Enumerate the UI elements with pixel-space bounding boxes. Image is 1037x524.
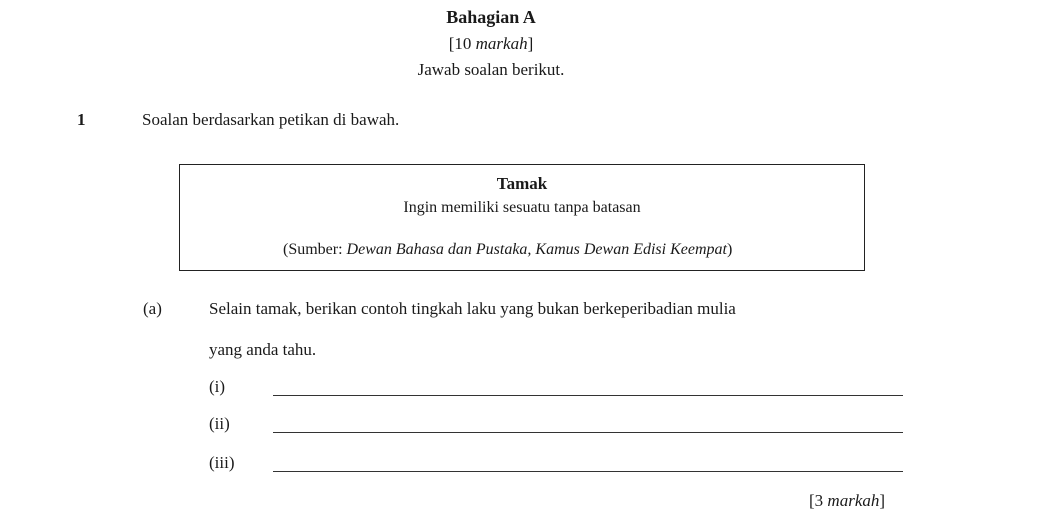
source-suffix: ) xyxy=(726,241,733,258)
part-a-marks-suffix: ] xyxy=(879,491,886,510)
answer-line-iii[interactable] xyxy=(273,471,903,472)
definition-heading: Tamak xyxy=(496,174,548,193)
part-a-marks-prefix: [3 xyxy=(809,491,828,510)
question-number: 1 xyxy=(77,110,86,129)
section-marks-prefix: [10 xyxy=(448,34,476,53)
source-prefix: (Sumber: xyxy=(283,241,347,258)
section-marks-suffix: ] xyxy=(527,34,534,53)
section-marks xyxy=(449,34,534,54)
part-a-text-line2: yang anda tahu. xyxy=(209,340,317,359)
sub-item-label-i: (i) xyxy=(209,377,226,396)
definition-source xyxy=(283,241,732,259)
part-a-text-line1: Selain tamak, berikan contoh tingkah laku yang bukan berkeperibadian mulia xyxy=(209,299,736,318)
section-instruction: Jawab soalan berikut. xyxy=(417,60,565,79)
part-a-marks xyxy=(809,491,885,511)
question-stem: Soalan berdasarkan petikan di bawah. xyxy=(142,110,400,129)
section-title: Bahagian A xyxy=(446,7,536,27)
answer-line-ii[interactable] xyxy=(273,432,903,433)
section-marks-word: markah xyxy=(475,34,528,53)
sub-item-label-ii: (ii) xyxy=(209,414,230,433)
answer-line-i[interactable] xyxy=(273,395,903,396)
sub-item-label-iii: (iii) xyxy=(209,453,235,472)
definition-text: Ingin memiliki sesuatu tanpa batasan xyxy=(403,199,641,216)
part-a-marks-word: markah xyxy=(827,491,880,510)
part-a-label: (a) xyxy=(143,299,162,318)
source-title: Dewan Bahasa dan Pustaka, Kamus Dewan Edisi Keempat xyxy=(346,241,727,258)
